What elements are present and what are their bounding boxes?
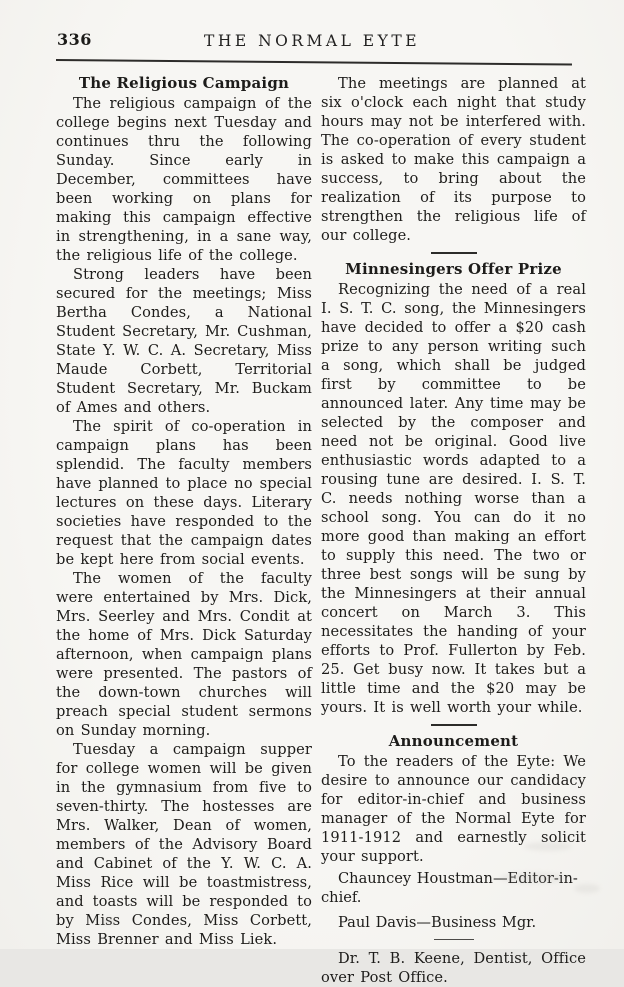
print-smudge <box>100 918 116 925</box>
article-paragraph: Recognizing the need of a real I. S. T. C. song, the Minnesingers have decided to offer a $20 cash prize to any person writing such a song, which shall be judged first by committee to be announced later. Any time may be selected by the composer and need not be original. Good live enthusiastic words adapted to a rousing tune are desired. I. S. T. C. needs nothing worse than a school song. You can do it no more good than making an effort to supply this need. The two or three best songs will be sung by the Minnesingers at their annual concert on March 3. This necessitates the handing of your efforts to Prof. Fullerton by Feb. 25. Get busy now. It takes but a little time and the $20 may be yours. It is well worth your while. <box>321 281 586 716</box>
masthead-title: THE NORMAL EYTE <box>203 32 421 50</box>
article-paragraph: The spirit of co-operation in campaign plans has been splendid. The faculty members have planned to place no special lectures on these days. Literary societies have responded to the request that the campaign dates be kept here from social events. <box>56 418 312 568</box>
section-divider <box>431 252 477 254</box>
header-rule <box>56 59 572 66</box>
article-paragraph: Strong leaders have been secured for the meetings; Miss Bertha Condes, a National Student Secretary, Mr. Cushman, State Y. W. C. A. Secretary, Miss Maude Corbett, Territorial Student Secretary, Mr. Buckam of Ames and others. <box>56 266 312 416</box>
article-heading-announcement: Announcement <box>388 732 519 750</box>
print-smudge <box>500 872 566 884</box>
two-column-layout <box>56 68 586 987</box>
dentist-notice: Dr. T. B. Keene, Dentist, Office over Post Office. <box>321 950 586 986</box>
page-number: 336 <box>57 30 92 49</box>
article-paragraph-continuation: The meetings are planned at six o'clock each night that study hours may not be interfered with. The co-operation of every student is asked to make this campaign a success, to bring about the realization of its purpose to strengthen the religious life of our college. <box>321 75 586 244</box>
print-smudge <box>574 884 600 893</box>
section-divider <box>431 724 477 726</box>
business-manager-signature: Paul Davis—Business Mgr. <box>338 914 537 931</box>
section-divider-small <box>434 939 474 940</box>
editor-signature: Chauncey Houstman—Editor-in-chief. <box>321 870 578 906</box>
print-smudge <box>524 842 572 851</box>
article-paragraph: Tuesday a campaign supper for college women will be given in the gymnasium from five to seven-thirty. The hostesses are Mrs. Walker, Dean of women, members of the Advisory Board and Cabinet of the Y. W. C. A. Miss Rice will be toastmistress, and toasts will be responded to by Miss Condes, Miss Corbett, Miss Brenner and Miss Liek. <box>56 741 312 948</box>
article-heading-religious-campaign: The Religious Campaign <box>78 74 290 92</box>
article-heading-minnesingers: Minnesingers Offer Prize <box>345 260 562 278</box>
article-paragraph: To the readers of the Eyte: We desire to announce our candidacy for editor-in-chief and business manager of the Normal Eyte for 1911-1912 and earnestly solicit your support. <box>321 753 586 865</box>
article-paragraph: The women of the faculty were entertained by Mrs. Dick, Mrs. Seerley and Mrs. Condit at the home of Mrs. Dick Saturday afternoon, when campaign plans were presented. The pastors of the down-town churches will preach special student sermons on Sunday morning. <box>56 570 312 739</box>
article-paragraph: The religious campaign of the college begins next Tuesday and continues thru the following Sunday. Since early in December, committees have been working on plans for making this campaign effective in strengthening, in a sane way, the religious life of the college. <box>56 95 312 264</box>
left-column <box>56 68 312 987</box>
